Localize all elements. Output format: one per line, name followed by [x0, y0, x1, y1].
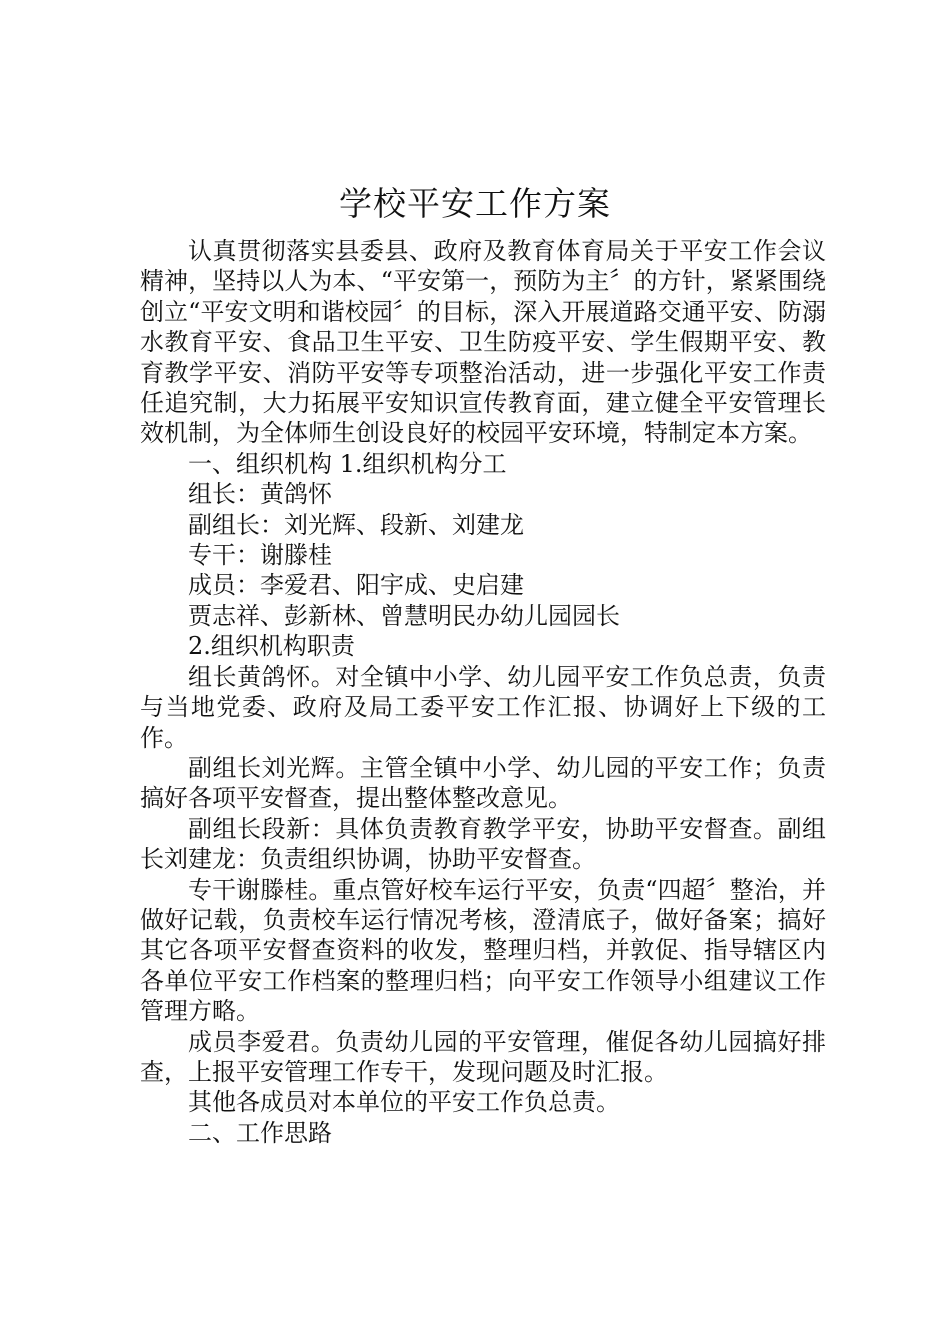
section-heading-work-ideas: 二、工作思路	[188, 1118, 332, 1147]
paragraph-leader-duties: 组长黄鸽怀。对全镇中小学、幼儿园平安工作负总责，负责与当地党委、政府及局工委平安工作汇报、协调好上下级的工作。	[140, 662, 826, 752]
paragraph-deputy-liu-duties: 副组长刘光辉。主管全镇中小学、幼儿园的平安工作；负责搞好各项平安督查，提出整体整改意见。	[140, 753, 826, 813]
document-body	[140, 236, 826, 1148]
section-heading-organization: 一、组织机构 1.组织机构分工	[188, 449, 507, 478]
paragraph-members: 成员：李爱君、阳宇成、史启建	[188, 571, 524, 600]
paragraph-other-members: 其他各成员对本单位的平安工作负总责。	[188, 1088, 620, 1117]
paragraph-specialist: 专干：谢滕桂	[188, 541, 332, 570]
paragraph-intro: 认真贯彻落实县委县、政府及教育体育局关于平安工作会议精神，坚持以人为本、“平安第一，预防为主〞的方针，紧紧围绕创立“平安文明和谐校园〞的目标，深入开展道路交通平安、防溺水教育平安、食品卫生平安、卫生防疫平安、学生假期平安、教育教学平安、消防平安等专项整治活动，进一步强化平安工作责任追究制，大力拓展平安知识宣传教育面，建立健全平安管理长效机制，为全体师生创设良好的校园平安环境，特制定本方案。	[140, 237, 826, 448]
paragraph-member-li-duties: 成员李爱君。负责幼儿园的平安管理，催促各幼儿园搞好排查，上报平安管理工作专干，发现问题及时汇报。	[140, 1027, 826, 1086]
paragraph-deputy-duan-duties: 副组长段新：具体负责教育教学平安，协助平安督查。副组长刘建龙：负责组织协调，协助平安督查。	[140, 814, 826, 874]
paragraph-leader: 组长：黄鸽怀	[188, 480, 332, 509]
subsection-heading-duties: 2.组织机构职责	[188, 632, 355, 661]
document-title: 学校平安工作方案	[339, 184, 611, 223]
paragraph-members-continued: 贾志祥、彭新林、曾慧明民办幼儿园园长	[188, 601, 620, 630]
paragraph-deputy-leaders: 副组长：刘光辉、段新、刘建龙	[188, 510, 524, 539]
paragraph-specialist-duties: 专干谢滕桂。重点管好校车运行平安，负责“四超〞整治，并做好记载，负责校车运行情况考核，澄清底子，做好备案；搞好其它各项平安督查资料的收发，整理归档，并敦促、指导辖区内各单位平安工作档案的整理归档；向平安工作领导小组建议工作管理方略。	[140, 875, 826, 1026]
